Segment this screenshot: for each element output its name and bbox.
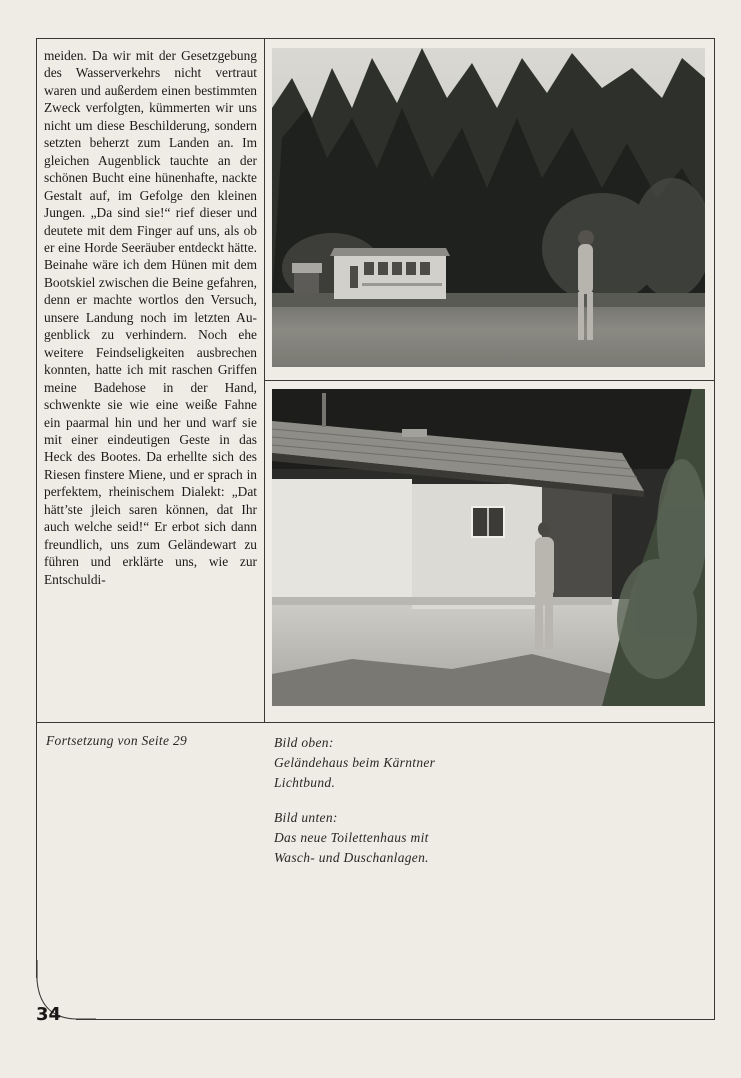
caption-bottom-line: Das neue Toilettenhaus mit (274, 830, 429, 845)
caption-top-heading: Bild oben: (274, 735, 334, 750)
frame-bottom-line (76, 1019, 715, 1020)
caption-bottom-heading: Bild unten: (274, 810, 338, 825)
continuation-note: Fortsetzung von Seite 29 (46, 733, 188, 748)
article-body-text: meiden. Da wir mit der Gesetzgebung des Wasserverkehrs nicht vertraut waren und außerdem einen bestimmten Zweck verfolgten, kümmerten wir uns nicht um diese Beschilderung, sondern setzten beherzt zum Landen an. Im gleichen Augenblick tauchte an der schönen Bucht eine hünenhafte, nackte Gestalt auf, im Gefolge den kleinen Jungen. „Da sind sie!“ rief dieser und deutete mit dem Finger auf uns, als ob er eine Horde Seeräuber entdeckt hätte. Beinahe wäre ich dem Hünen mit dem Bootskiel zwischen die Beine gefahren, denn er machte wortlos den Versuch, unsere Landung noch im letzten Augenblick zu verhindern. Noch ehe weitere Feindseligkeiten ausbrechen konnten, hatte ich mit raschen Griffen meine Badehose in der Hand, schwenkte sie wie eine weiße Fahne ein paarmal hin und her und warf sie mit einer eindeutigen Geste in das Heck des Bootes. Da erhellte sich des Riesen finstere Miene, und er sprach in perfektem, rheinischem Dialekt: „Dat hätt’ste jleich saren können, dat Ihr auch welche seid!“ Er erbot sich dann freundlich, uns zum Geländewart zu führen und erklärte uns, wie zur Entschuldi- (44, 48, 257, 587)
horizontal-divider (36, 722, 715, 723)
caption-top-line: Lichtbund. (274, 775, 336, 790)
frame-top-line (36, 38, 715, 39)
caption-top (274, 733, 574, 793)
frame-left-line (36, 38, 37, 978)
photo-bottom-toilet-house (272, 389, 705, 706)
caption-top-line: Geländehaus beim Kärntner (274, 755, 436, 770)
photo-top-clubhouse (272, 48, 705, 367)
photo-divider (264, 380, 715, 381)
caption-bottom-line: Wasch- und Duschanlagen. (274, 850, 429, 865)
frame-right-line (714, 38, 715, 1020)
photo-captions (274, 733, 574, 883)
caption-bottom (274, 808, 574, 868)
page-number: 34 (36, 1004, 62, 1025)
